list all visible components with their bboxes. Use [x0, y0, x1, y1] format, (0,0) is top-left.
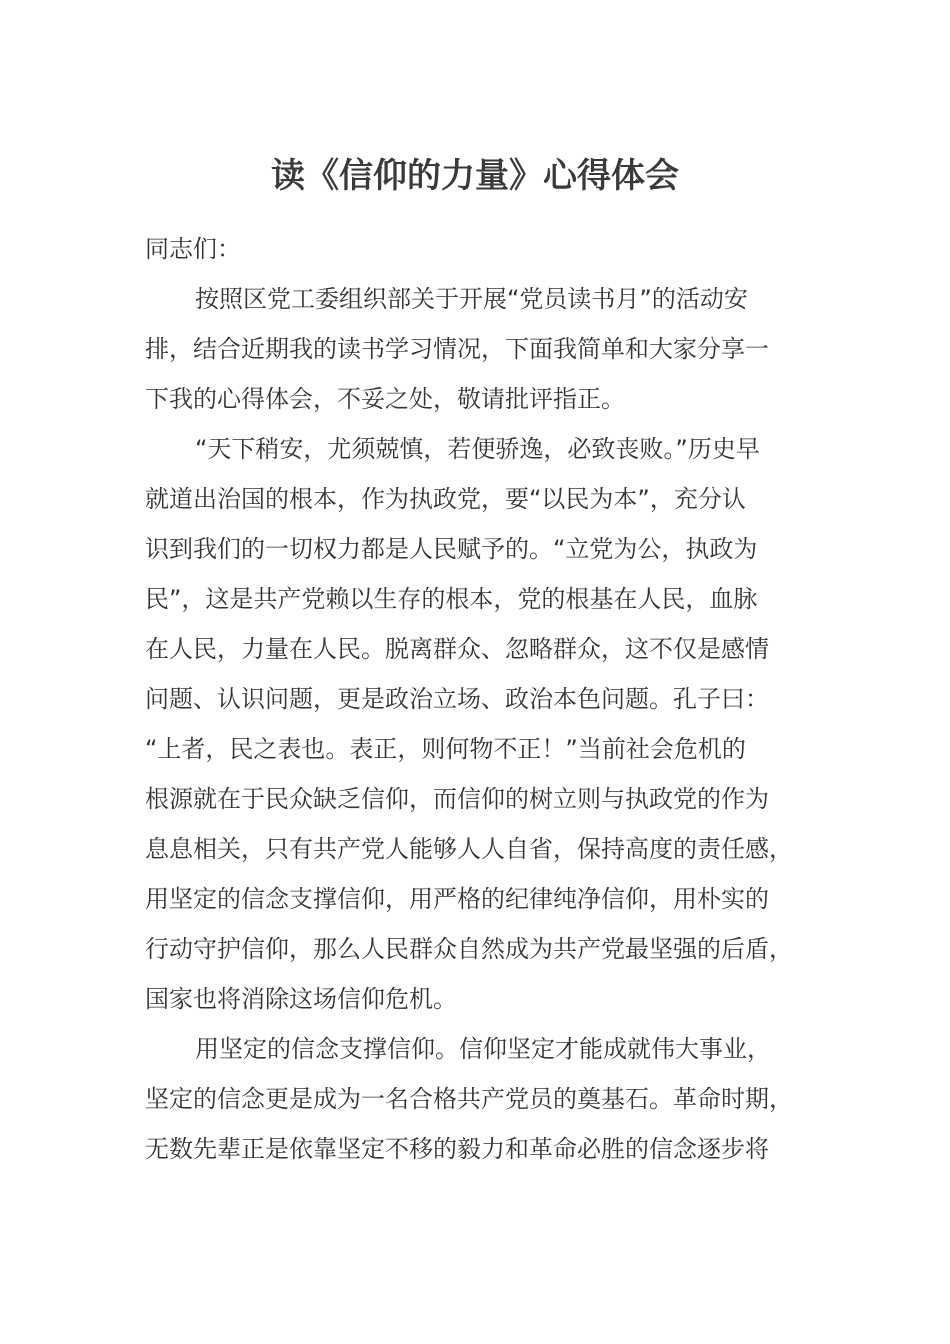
- paragraph-line: 识到我们的一切权力都是人民赋予的。“立党为公，执政为: [145, 535, 758, 563]
- salutation: 同志们：: [145, 235, 241, 263]
- paragraph-line: 用坚定的信念支撑信仰。信仰坚定才能成就伟大事业，: [195, 1035, 771, 1063]
- paragraph-line: 按照区党工委组织部关于开展“党员读书月”的活动安: [195, 285, 748, 313]
- paragraph-line: 无数先辈正是依靠坚定不移的毅力和革命必胜的信念逐步将: [145, 1135, 769, 1163]
- paragraph-line: 问题、认识问题，更是政治立场、政治本色问题。孔子曰：: [145, 685, 769, 713]
- paragraph-line: 息息相关，只有共产党人能够人人自省，保持高度的责任感，: [145, 835, 793, 863]
- paragraph-line: “天下稍安，尤须兢慎，若便骄逸，必致丧败。”历史早: [195, 435, 760, 463]
- document-title: 读《信仰的力量》心得体会: [271, 156, 679, 196]
- paragraph-line: 在人民，力量在人民。脱离群众、忽略群众，这不仅是感情: [145, 635, 769, 663]
- paragraph-line: 就道出治国的根本，作为执政党，要“以民为本”，充分认: [145, 485, 746, 513]
- paragraph-line: 行动守护信仰，那么人民群众自然成为共产党最坚强的后盾，: [145, 935, 793, 963]
- paragraph-line: 根源就在于民众缺乏信仰，而信仰的树立则与执政党的作为: [145, 785, 769, 813]
- paragraph-line: 民”，这是共产党赖以生存的根本，党的根基在人民，血脉: [145, 585, 758, 613]
- paragraph-line: 用坚定的信念支撑信仰，用严格的纪律纯净信仰，用朴实的: [145, 885, 769, 913]
- paragraph-line: 国家也将消除这场信仰危机。: [145, 985, 457, 1013]
- paragraph-line: “上者，民之表也。表正，则何物不正！”当前社会危机的: [145, 735, 746, 763]
- paragraph-line: 下我的心得体会，不妥之处，敬请批评指正。: [145, 385, 625, 413]
- paragraph-line: 坚定的信念更是成为一名合格共产党员的奠基石。革命时期，: [145, 1085, 793, 1113]
- paragraph-line: 排，结合近期我的读书学习情况，下面我简单和大家分享一: [145, 335, 769, 363]
